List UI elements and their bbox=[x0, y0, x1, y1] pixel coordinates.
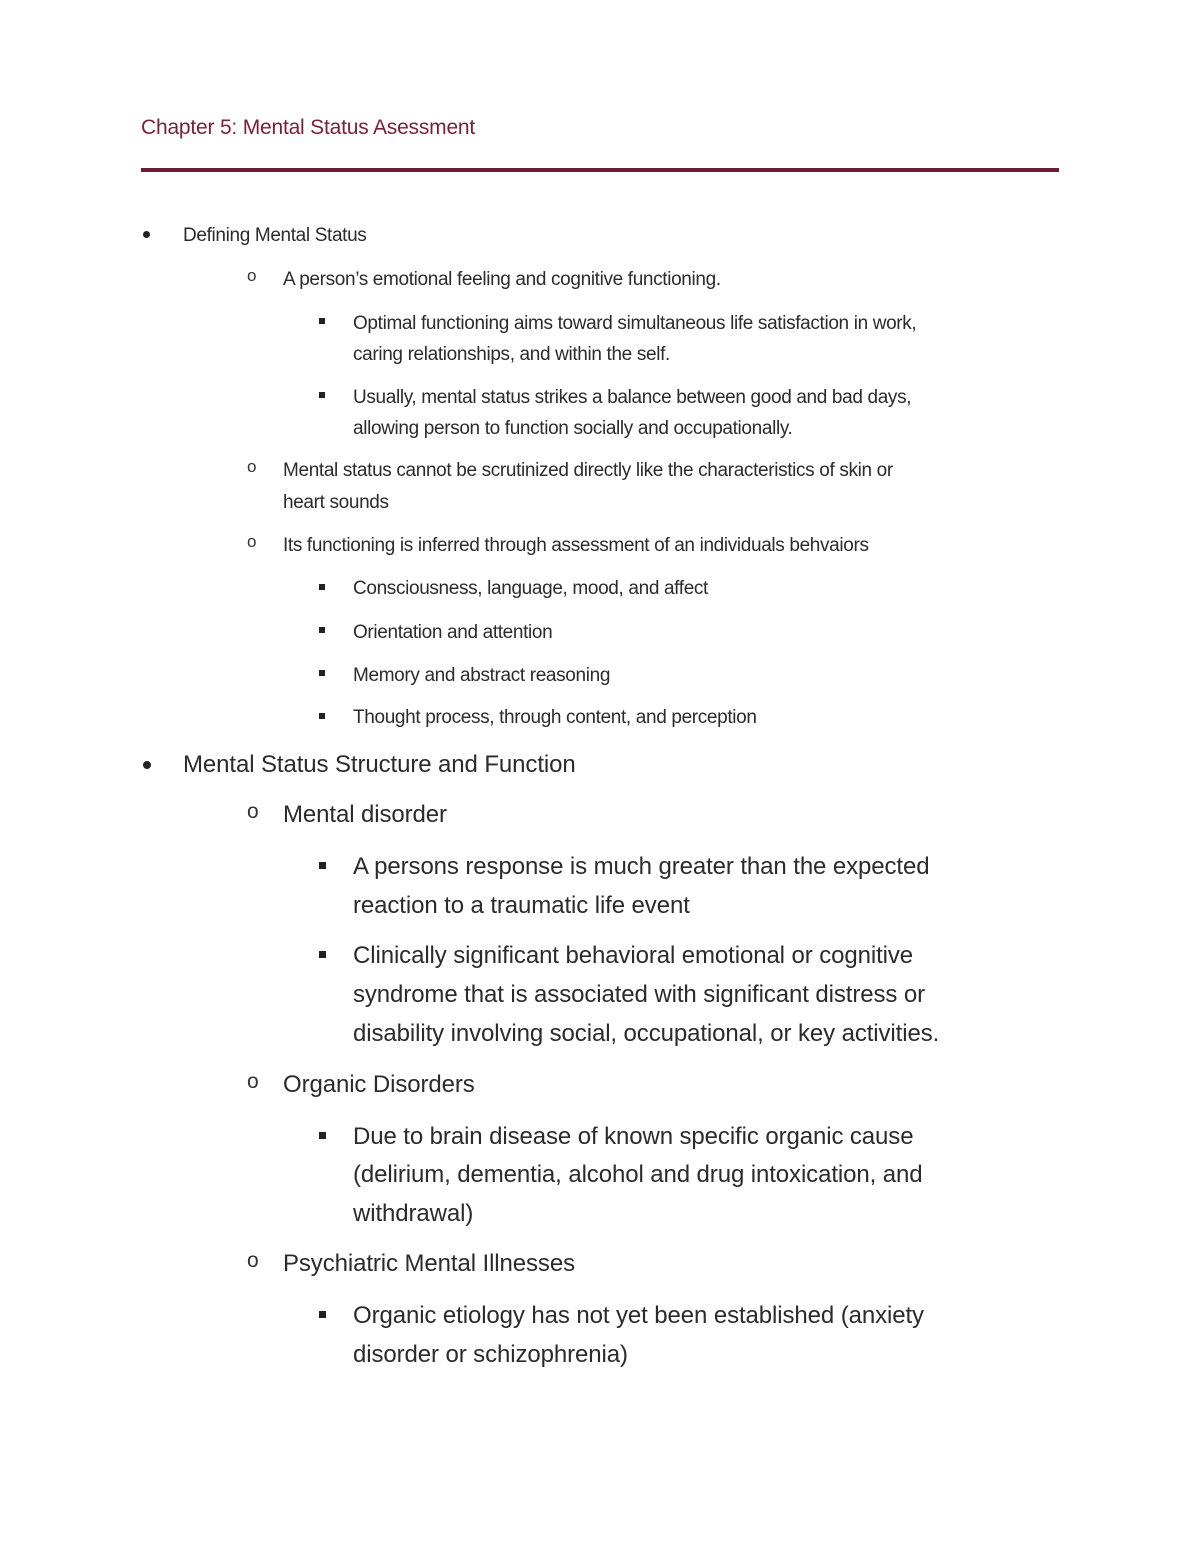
bullet-circle-icon: o bbox=[247, 266, 257, 285]
bullet-square-icon bbox=[319, 627, 325, 633]
bullet-square-icon bbox=[319, 670, 325, 676]
bullet-square-icon bbox=[319, 1132, 326, 1139]
bullet-square-icon bbox=[319, 392, 325, 398]
list-item-line: Mental status cannot be scrutinized directly like the characteristics of skin or bbox=[283, 460, 893, 481]
list-item: Mental disorder bbox=[283, 801, 447, 828]
bullet-circle-icon: o bbox=[247, 457, 257, 476]
bullet-square-icon bbox=[319, 1311, 326, 1318]
list-subitem-line: Usually, mental status strikes a balance between good and bad days, bbox=[353, 387, 912, 408]
section-heading: Defining Mental Status bbox=[183, 225, 367, 246]
bullet-dot-icon bbox=[143, 231, 150, 238]
list-subitem-line: Clinically significant behavioral emotional or cognitive bbox=[353, 942, 914, 969]
bullet-dot-icon bbox=[143, 761, 151, 769]
list-subitem-line: withdrawal) bbox=[353, 1200, 474, 1227]
list-subitem-line: disability involving social, occupational, or key activities. bbox=[353, 1020, 940, 1047]
list-subitem-line: reaction to a traumatic life event bbox=[353, 892, 690, 919]
list-subitem-line: Optimal functioning aims toward simultaneous life satisfaction in work, bbox=[353, 313, 917, 334]
list-subitem-line: (delirium, dementia, alcohol and drug intoxication, and bbox=[353, 1161, 923, 1188]
bullet-square-icon bbox=[319, 862, 326, 869]
list-subitem-line: Organic etiology has not yet been established (anxiety bbox=[353, 1302, 924, 1329]
list-item: Organic Disorders bbox=[283, 1071, 475, 1098]
bullet-circle-icon: o bbox=[247, 800, 259, 823]
bullet-circle-icon: o bbox=[247, 1249, 259, 1272]
list-subitem-line: Orientation and attention bbox=[353, 622, 553, 643]
section-heading: Mental Status Structure and Function bbox=[183, 751, 576, 778]
list-subitem-line: Due to brain disease of known specific organic cause bbox=[353, 1123, 914, 1150]
bullet-square-icon bbox=[319, 584, 325, 590]
list-subitem-line: A persons response is much greater than the expected bbox=[353, 853, 930, 880]
list-subitem-line: allowing person to function socially and occupationally. bbox=[353, 418, 793, 439]
list-item-line: heart sounds bbox=[283, 492, 389, 513]
list-item: Its functioning is inferred through assessment of an individuals behvaiors bbox=[283, 535, 869, 556]
bullet-square-icon bbox=[319, 318, 325, 324]
bullet-circle-icon: o bbox=[247, 532, 257, 551]
bullet-square-icon bbox=[319, 951, 326, 958]
list-item: Psychiatric Mental Illnesses bbox=[283, 1250, 575, 1277]
bullet-circle-icon: o bbox=[247, 1070, 259, 1093]
list-subitem-line: caring relationships, and within the self. bbox=[353, 344, 670, 365]
list-subitem-line: syndrome that is associated with significant distress or bbox=[353, 981, 925, 1008]
page-title: Chapter 5: Mental Status Asessment bbox=[141, 116, 476, 139]
title-divider bbox=[141, 168, 1059, 172]
list-subitem-line: Thought process, through content, and perception bbox=[353, 707, 757, 728]
bullet-square-icon bbox=[319, 713, 325, 719]
list-subitem-line: Consciousness, language, mood, and affect bbox=[353, 578, 708, 599]
list-subitem-line: disorder or schizophrenia) bbox=[353, 1341, 628, 1368]
list-item: A person’s emotional feeling and cognitive functioning. bbox=[283, 269, 721, 290]
list-subitem-line: Memory and abstract reasoning bbox=[353, 665, 611, 686]
